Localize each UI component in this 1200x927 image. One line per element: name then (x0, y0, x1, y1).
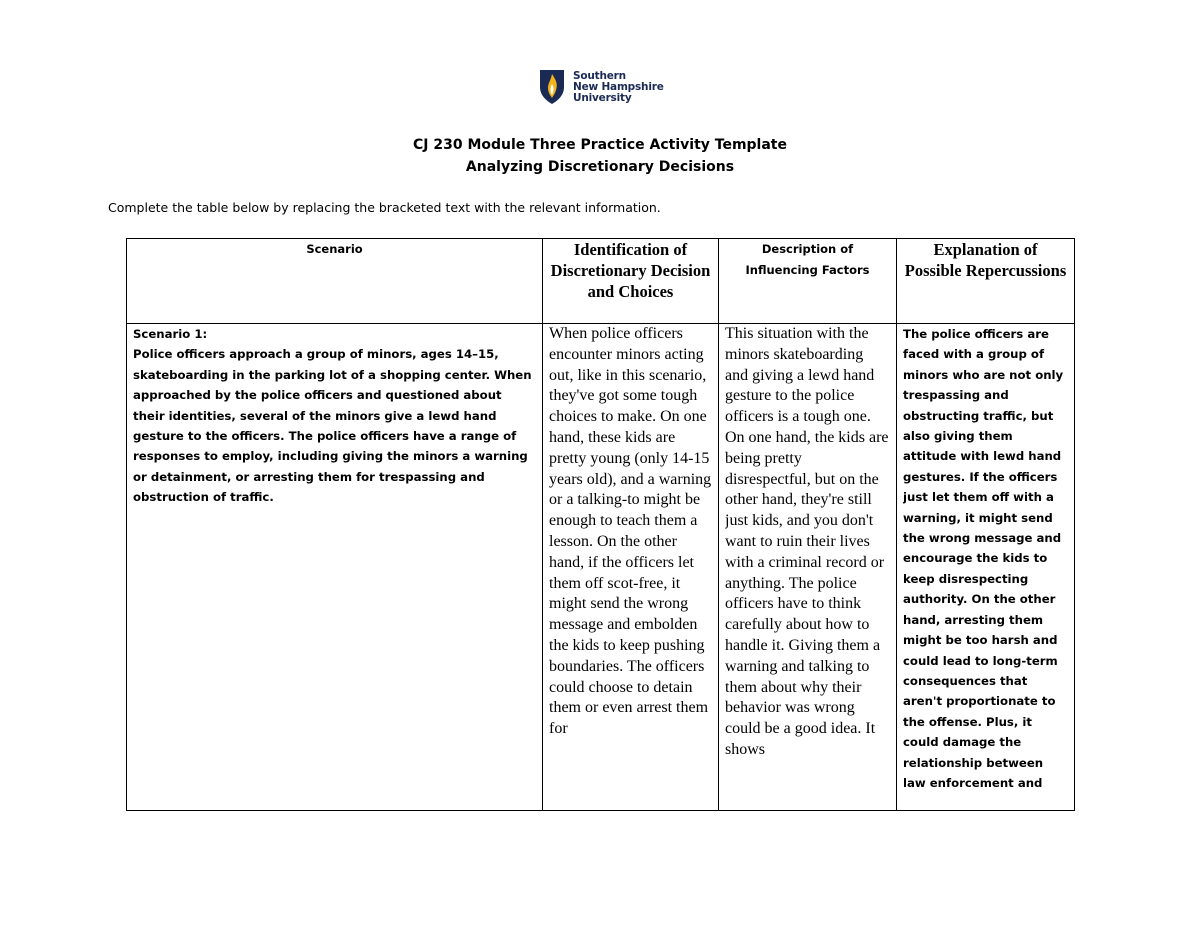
table-row (127, 324, 1075, 811)
document-title: CJ 230 Module Three Practice Activity Template (413, 137, 787, 153)
logo-wordmark (573, 71, 664, 104)
table-header-row (127, 239, 1075, 324)
identification-cell[interactable] (543, 324, 719, 811)
explanation-text: The police officers are faced with a group of minors who are not only trespassing and obstructing traffic, but also giving them attitude with lewd hand gestures. If the officers just let them off with a warning, it might send the wrong message and encourage the kids to keep disrespecting authority. On the other hand, arresting them might be too harsh and could lead to long-term consequences that aren't proportionate to the offense. Plus, it could damage the relationship between law enforcement and (903, 327, 1064, 790)
instructions: Complete the table below by replacing the bracketed text with the relevant information. (108, 200, 661, 215)
scenario-cell (127, 324, 543, 811)
shield-flame-icon (539, 69, 565, 105)
header-scenario: Scenario (127, 239, 543, 324)
explanation-cell[interactable] (897, 324, 1075, 811)
scenario-text: Police officers approach a group of minors, ages 14–15, skateboarding in the parking lot of a shopping center. When approached by the police officers and questioned about their identities, several of the minors give a lewd hand gesture to the officers. The police officers have a range of responses to employ, including giving the minors a warning or detainment, or arresting them for trespassing and obstruction of traffic. (133, 347, 532, 505)
header-explanation: Explanation of Possible Repercussions (897, 239, 1075, 324)
snhu-logo (539, 68, 669, 106)
scenario-label: Scenario 1: (133, 327, 208, 341)
logo-line-3: University (573, 91, 632, 104)
logo-line-1: Southern (573, 69, 626, 82)
description-cell[interactable] (719, 324, 897, 811)
header-identification: Identification of Discretionary Decision and Choices (543, 239, 719, 324)
activity-table (126, 238, 1075, 811)
header-description: Description of Influencing Factors (719, 239, 897, 324)
document-subtitle: Analyzing Discretionary Decisions (465, 159, 735, 175)
description-text: This situation with the minors skateboarding and giving a lewd hand gesture to the police officers is a tough one. On one hand, the kids are being pretty disrespectful, but on the other hand, they're still just kids, and you don't want to ruin their lives with a criminal record or anything. The police officers have to think carefully about how to handle it. Giving them a warning and talking to them about why their behavior was wrong could be a good idea. It shows (725, 325, 889, 758)
logo-line-2: New Hampshire (573, 80, 664, 93)
identification-text: When police officers encounter minors acting out, like in this scenario, they've got some tough choices to make. On one hand, these kids are pretty young (only 14-15 years old), and a warning or a talking-to might be enough to teach them a lesson. On the other hand, if the officers let them off scot-free, it might send the wrong message and embolden the kids to keep pushing boundaries. The officers could choose to detain them or even arrest them for (549, 325, 712, 738)
